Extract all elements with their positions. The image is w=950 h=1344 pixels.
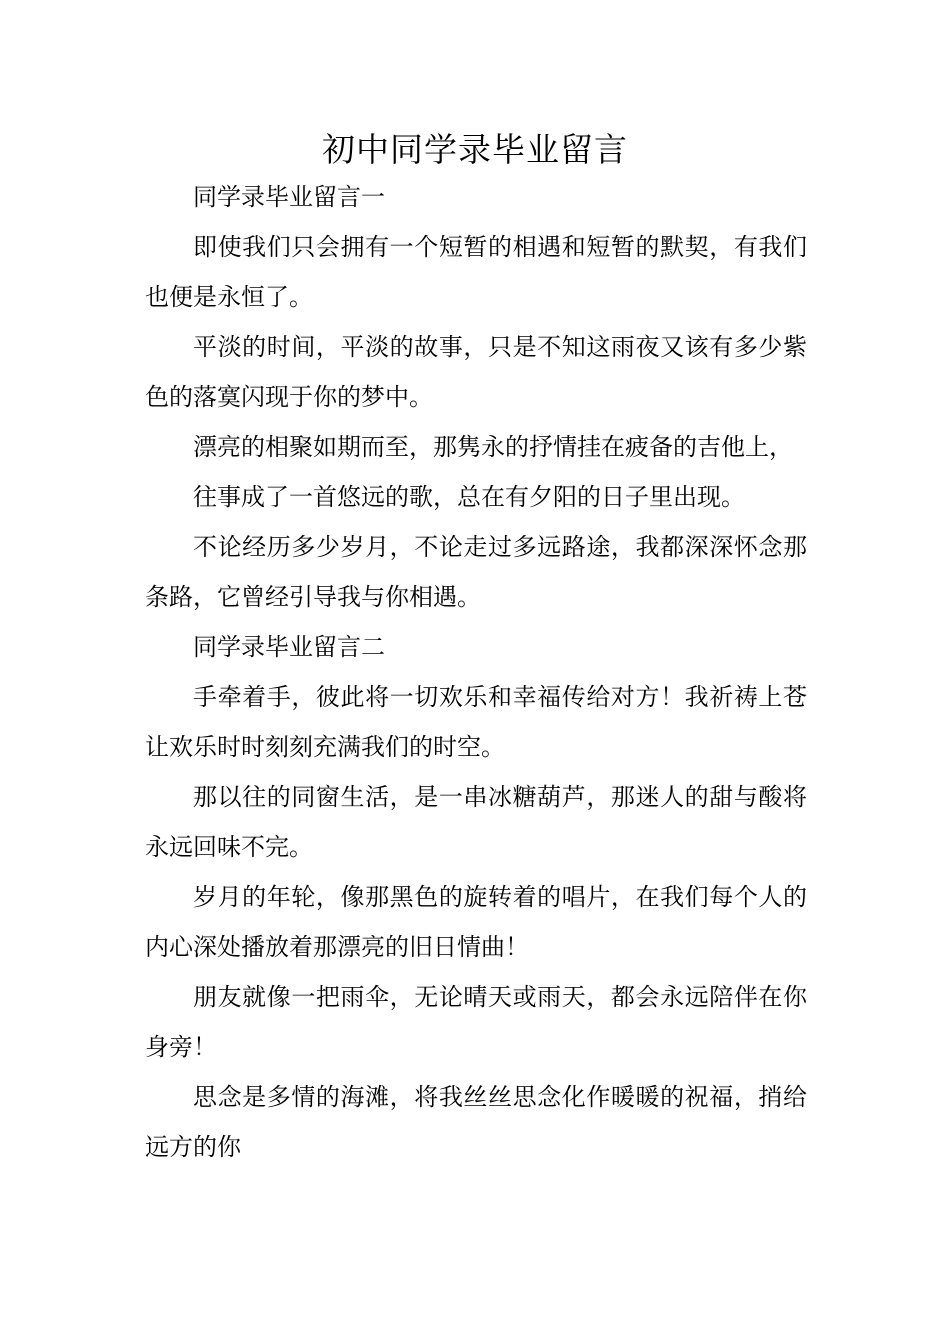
paragraph: 往事成了一首悠远的歌，总在有夕阳的日子里出现。 bbox=[193, 483, 745, 511]
section-heading-1: 同学录毕业留言一 bbox=[193, 183, 385, 211]
section-heading-2: 同学录毕业留言二 bbox=[193, 633, 385, 661]
paragraph: 手牵着手，彼此将一切欢乐和幸福传给对方！我祈祷上苍让欢乐时时刻刻充满我们的时空。 bbox=[145, 683, 807, 761]
document-body bbox=[145, 172, 807, 1172]
paragraph: 漂亮的相聚如期而至，那隽永的抒情挂在疲备的吉他上， bbox=[193, 433, 793, 461]
paragraph: 朋友就像一把雨伞，无论晴天或雨天，都会永远陪伴在你身旁！ bbox=[145, 983, 807, 1061]
paragraph: 即使我们只会拥有一个短暂的相遇和短暂的默契，有我们也便是永恒了。 bbox=[145, 233, 807, 311]
paragraph: 思念是多情的海滩，将我丝丝思念化作暖暖的祝福，捎给远方的你 bbox=[145, 1083, 807, 1161]
paragraph: 那以往的同窗生活，是一串冰糖葫芦，那迷人的甜与酸将永远回味不完。 bbox=[145, 783, 807, 861]
paragraph: 不论经历多少岁月，不论走过多远路途，我都深深怀念那条路，它曾经引导我与你相遇。 bbox=[145, 533, 807, 611]
paragraph: 岁月的年轮，像那黑色的旋转着的唱片，在我们每个人的内心深处播放着那漂亮的旧日情曲！ bbox=[145, 883, 807, 961]
document-title: 初中同学录毕业留言 bbox=[322, 130, 628, 169]
paragraph: 平淡的时间，平淡的故事，只是不知这雨夜又该有多少紫色的落寞闪现于你的梦中。 bbox=[145, 333, 807, 411]
